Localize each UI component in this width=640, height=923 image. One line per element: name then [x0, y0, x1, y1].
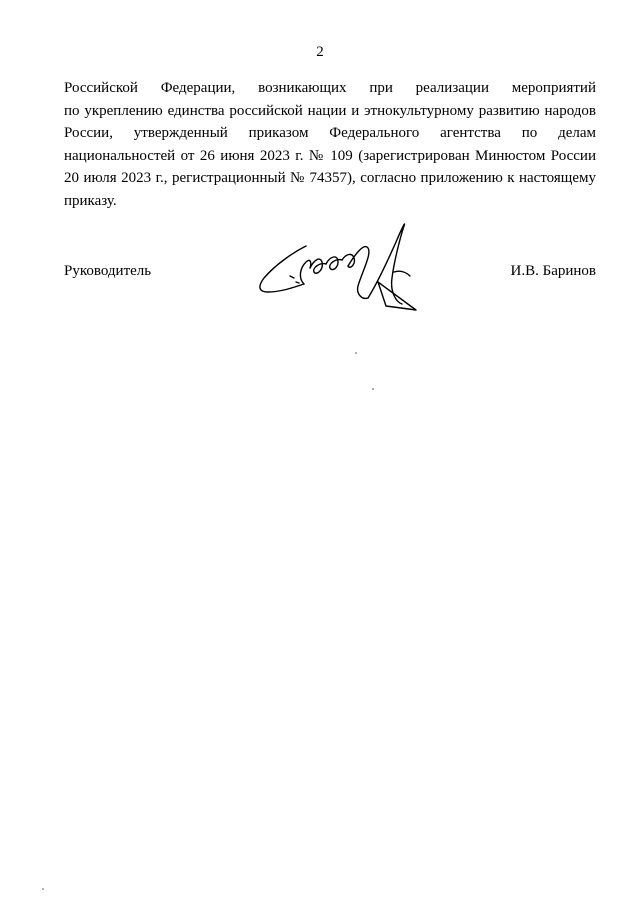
scan-speck — [42, 888, 44, 890]
signatory-position: Руководитель — [64, 263, 152, 279]
paragraph-line: по укреплению единства российской нации и этнокультурному развитию народов — [64, 102, 596, 119]
paragraph-line: 20 июля 2023 г., регистрационный № 74357), согласно приложению к настоящему — [64, 170, 596, 187]
body-paragraph — [64, 77, 596, 213]
scan-speck — [355, 352, 357, 354]
handwritten-signature — [254, 212, 422, 312]
paragraph-line: приказу. — [64, 192, 117, 209]
signatory-name: И.В. Баринов — [510, 263, 596, 279]
paragraph-line: Российской Федерации, возникающих при реализации мероприятий — [64, 80, 596, 96]
paragraph-line: национальностей от 26 июня 2023 г. № 109 (зарегистрирован Минюстом России — [64, 147, 596, 164]
scan-speck — [372, 388, 374, 390]
page-number: 2 — [316, 44, 324, 60]
paragraph-line: России, утвержденный приказом Федерального агентства по делам — [64, 125, 596, 142]
